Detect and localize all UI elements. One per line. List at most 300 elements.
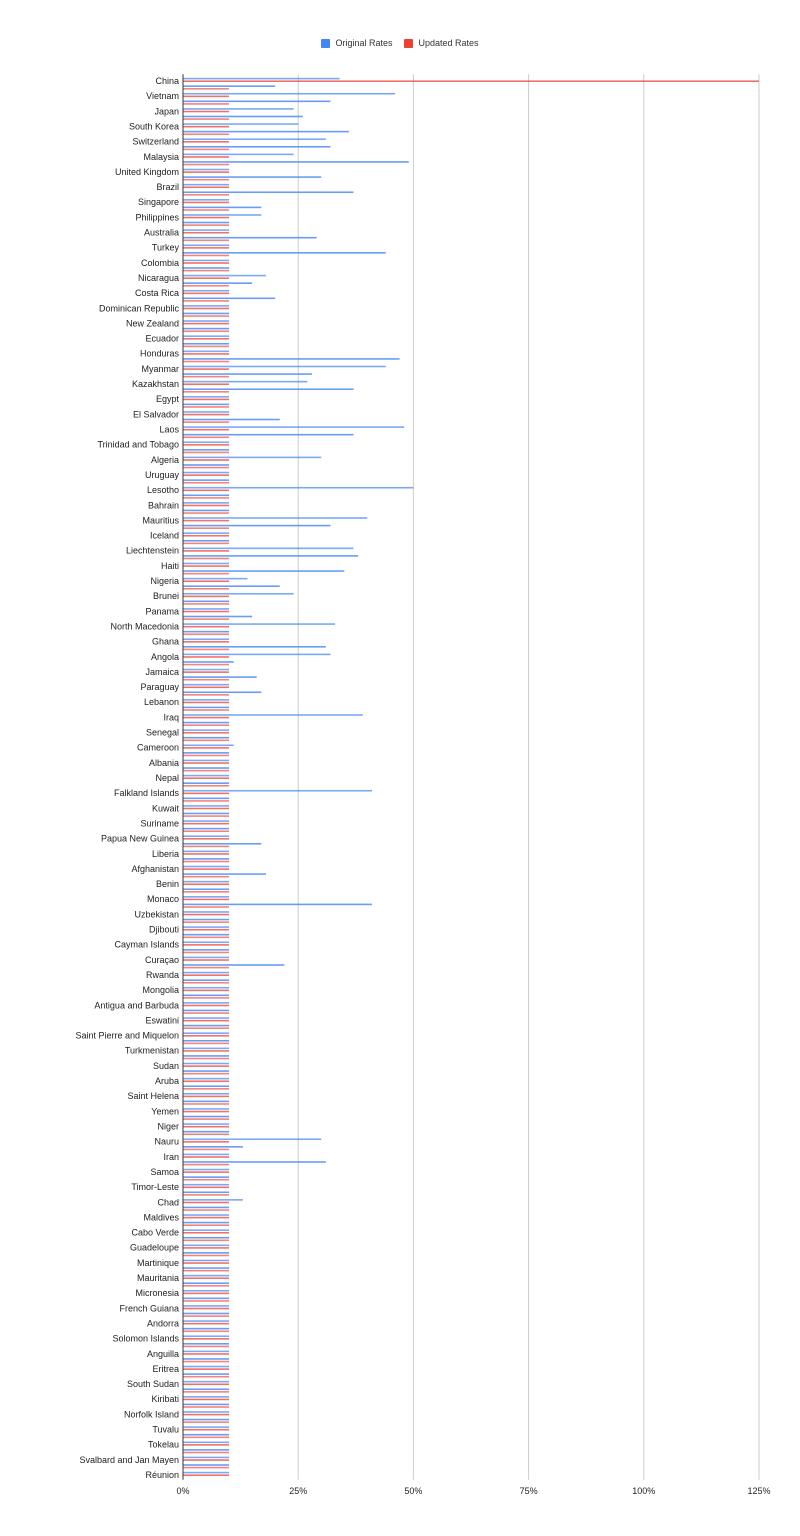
bar-original[interactable] bbox=[183, 669, 229, 671]
bar-original[interactable] bbox=[183, 1335, 229, 1337]
bar-original[interactable] bbox=[183, 1085, 229, 1087]
bar-original[interactable] bbox=[183, 494, 229, 496]
bar-original[interactable] bbox=[183, 1078, 229, 1080]
bar-updated[interactable] bbox=[183, 179, 229, 181]
bar-original[interactable] bbox=[183, 638, 229, 640]
bar-original[interactable] bbox=[183, 138, 326, 140]
bar-original[interactable] bbox=[183, 873, 266, 875]
bar-original[interactable] bbox=[183, 1070, 229, 1072]
bar-original[interactable] bbox=[183, 941, 229, 943]
bar-original[interactable] bbox=[183, 1093, 229, 1095]
bar-updated[interactable] bbox=[183, 952, 229, 954]
bar-original[interactable] bbox=[183, 335, 229, 337]
bar-updated[interactable] bbox=[183, 1005, 229, 1007]
bar-updated[interactable] bbox=[183, 868, 229, 870]
bar-original[interactable] bbox=[183, 1116, 229, 1118]
bar-updated[interactable] bbox=[183, 1194, 229, 1196]
bar-updated[interactable] bbox=[183, 376, 229, 378]
bar-updated[interactable] bbox=[183, 103, 229, 105]
bar-updated[interactable] bbox=[183, 1126, 229, 1128]
bar-updated[interactable] bbox=[183, 399, 229, 401]
bar-updated[interactable] bbox=[183, 1133, 229, 1135]
bar-updated[interactable] bbox=[183, 1096, 229, 1098]
bar-updated[interactable] bbox=[183, 800, 229, 802]
bar-original[interactable] bbox=[183, 866, 229, 868]
bar-updated[interactable] bbox=[183, 664, 229, 666]
bar-original[interactable] bbox=[183, 1373, 229, 1375]
bar-updated[interactable] bbox=[183, 929, 229, 931]
bar-original[interactable] bbox=[183, 366, 386, 368]
bar-updated[interactable] bbox=[183, 1376, 229, 1378]
bar-updated[interactable] bbox=[183, 436, 229, 438]
bar-updated[interactable] bbox=[183, 936, 229, 938]
bar-updated[interactable] bbox=[183, 141, 229, 143]
bar-original[interactable] bbox=[183, 851, 229, 853]
bar-original[interactable] bbox=[183, 1048, 229, 1050]
bar-updated[interactable] bbox=[183, 361, 229, 363]
bar-updated[interactable] bbox=[183, 702, 229, 704]
bar-original[interactable] bbox=[183, 426, 404, 428]
bar-original[interactable] bbox=[183, 275, 266, 277]
bar-updated[interactable] bbox=[183, 785, 229, 787]
bar-original[interactable] bbox=[183, 1161, 326, 1163]
bar-original[interactable] bbox=[183, 987, 229, 989]
bar-updated[interactable] bbox=[183, 611, 229, 613]
bar-updated[interactable] bbox=[183, 164, 229, 166]
bar-updated[interactable] bbox=[183, 1323, 229, 1325]
bar-updated[interactable] bbox=[183, 740, 229, 742]
bar-updated[interactable] bbox=[183, 1088, 229, 1090]
bar-original[interactable] bbox=[183, 449, 229, 451]
bar-updated[interactable] bbox=[183, 861, 229, 863]
bar-updated[interactable] bbox=[183, 671, 229, 673]
bar-original[interactable] bbox=[183, 1010, 229, 1012]
bar-original[interactable] bbox=[183, 396, 229, 398]
bar-original[interactable] bbox=[183, 244, 229, 246]
bar-updated[interactable] bbox=[183, 618, 229, 620]
bar-updated[interactable] bbox=[183, 815, 229, 817]
bar-updated[interactable] bbox=[183, 914, 229, 916]
bar-updated[interactable] bbox=[183, 1383, 229, 1385]
bar-updated[interactable] bbox=[183, 1232, 229, 1234]
bar-updated[interactable] bbox=[183, 853, 229, 855]
bar-original[interactable] bbox=[183, 1146, 243, 1148]
bar-original[interactable] bbox=[183, 229, 229, 231]
bar-updated[interactable] bbox=[183, 550, 229, 552]
bar-updated[interactable] bbox=[183, 1474, 229, 1476]
bar-original[interactable] bbox=[183, 154, 294, 156]
bar-updated[interactable] bbox=[183, 1202, 229, 1204]
bar-original[interactable] bbox=[183, 790, 372, 792]
bar-updated[interactable] bbox=[183, 596, 229, 598]
bar-original[interactable] bbox=[183, 570, 344, 572]
bar-original[interactable] bbox=[183, 381, 307, 383]
bar-original[interactable] bbox=[183, 1032, 229, 1034]
bar-original[interactable] bbox=[183, 798, 229, 800]
bar-updated[interactable] bbox=[183, 1043, 229, 1045]
bar-original[interactable] bbox=[183, 487, 413, 489]
bar-original[interactable] bbox=[183, 532, 229, 534]
bar-original[interactable] bbox=[183, 1305, 229, 1307]
bar-updated[interactable] bbox=[183, 1459, 229, 1461]
bar-updated[interactable] bbox=[183, 1149, 229, 1151]
bar-updated[interactable] bbox=[183, 709, 229, 711]
bar-original[interactable] bbox=[183, 691, 261, 693]
bar-updated[interactable] bbox=[183, 558, 229, 560]
bar-updated[interactable] bbox=[183, 330, 229, 332]
bar-updated[interactable] bbox=[183, 959, 229, 961]
bar-original[interactable] bbox=[183, 525, 330, 527]
bar-updated[interactable] bbox=[183, 186, 229, 188]
bar-updated[interactable] bbox=[183, 891, 229, 893]
bar-original[interactable] bbox=[183, 1472, 229, 1474]
bar-original[interactable] bbox=[183, 1290, 229, 1292]
bar-original[interactable] bbox=[183, 131, 349, 133]
bar-original[interactable] bbox=[183, 1313, 229, 1315]
bar-original[interactable] bbox=[183, 699, 229, 701]
bar-original[interactable] bbox=[183, 358, 400, 360]
bar-updated[interactable] bbox=[183, 224, 229, 226]
bar-original[interactable] bbox=[183, 1017, 229, 1019]
bar-updated[interactable] bbox=[183, 338, 229, 340]
bar-original[interactable] bbox=[183, 1411, 229, 1413]
bar-updated[interactable] bbox=[183, 982, 229, 984]
bar-original[interactable] bbox=[183, 1169, 229, 1171]
bar-original[interactable] bbox=[183, 623, 335, 625]
bar-original[interactable] bbox=[183, 101, 330, 103]
bar-original[interactable] bbox=[183, 517, 367, 519]
bar-updated[interactable] bbox=[183, 1346, 229, 1348]
bar-updated[interactable] bbox=[183, 1406, 229, 1408]
bar-original[interactable] bbox=[183, 684, 229, 686]
bar-original[interactable] bbox=[183, 313, 229, 315]
bar-original[interactable] bbox=[183, 1214, 229, 1216]
bar-updated[interactable] bbox=[183, 1247, 229, 1249]
bar-updated[interactable] bbox=[183, 346, 229, 348]
bar-updated[interactable] bbox=[183, 1368, 229, 1370]
bar-updated[interactable] bbox=[183, 300, 229, 302]
bar-original[interactable] bbox=[183, 1464, 229, 1466]
bar-original[interactable] bbox=[183, 1449, 229, 1451]
bar-original[interactable] bbox=[183, 1138, 321, 1140]
bar-updated[interactable] bbox=[183, 883, 229, 885]
bar-updated[interactable] bbox=[183, 315, 229, 317]
bar-original[interactable] bbox=[183, 881, 229, 883]
bar-original[interactable] bbox=[183, 176, 321, 178]
bar-original[interactable] bbox=[183, 1101, 229, 1103]
bar-original[interactable] bbox=[183, 646, 326, 648]
bar-updated[interactable] bbox=[183, 724, 229, 726]
bar-updated[interactable] bbox=[183, 414, 229, 416]
bar-updated[interactable] bbox=[183, 1035, 229, 1037]
bar-original[interactable] bbox=[183, 419, 280, 421]
bar-original[interactable] bbox=[183, 1191, 229, 1193]
bar-original[interactable] bbox=[183, 964, 284, 966]
bar-updated[interactable] bbox=[183, 459, 229, 461]
bar-original[interactable] bbox=[183, 472, 229, 474]
bar-original[interactable] bbox=[183, 1260, 229, 1262]
bar-updated[interactable] bbox=[183, 1421, 229, 1423]
bar-updated[interactable] bbox=[183, 1027, 229, 1029]
bar-original[interactable] bbox=[183, 601, 229, 603]
bar-original[interactable] bbox=[183, 858, 229, 860]
bar-updated[interactable] bbox=[183, 573, 229, 575]
bar-original[interactable] bbox=[183, 78, 340, 80]
bar-original[interactable] bbox=[183, 1426, 229, 1428]
bar-updated[interactable] bbox=[183, 1308, 229, 1310]
bar-original[interactable] bbox=[183, 1441, 229, 1443]
bar-original[interactable] bbox=[183, 782, 229, 784]
bar-original[interactable] bbox=[183, 479, 229, 481]
bar-original[interactable] bbox=[183, 1267, 229, 1269]
bar-updated[interactable] bbox=[183, 921, 229, 923]
bar-original[interactable] bbox=[183, 1343, 229, 1345]
bar-updated[interactable] bbox=[183, 1444, 229, 1446]
bar-original[interactable] bbox=[183, 1282, 229, 1284]
bar-original[interactable] bbox=[183, 828, 229, 830]
bar-original[interactable] bbox=[183, 896, 229, 898]
bar-original[interactable] bbox=[183, 199, 229, 201]
bar-updated[interactable] bbox=[183, 255, 229, 257]
bar-updated[interactable] bbox=[183, 1399, 229, 1401]
bar-updated[interactable] bbox=[183, 383, 229, 385]
bar-original[interactable] bbox=[183, 1154, 229, 1156]
bar-updated[interactable] bbox=[183, 1209, 229, 1211]
bar-updated[interactable] bbox=[183, 247, 229, 249]
bar-original[interactable] bbox=[183, 1237, 229, 1239]
bar-updated[interactable] bbox=[183, 944, 229, 946]
bar-updated[interactable] bbox=[183, 149, 229, 151]
bar-updated[interactable] bbox=[183, 323, 229, 325]
bar-original[interactable] bbox=[183, 585, 280, 587]
bar-updated[interactable] bbox=[183, 1300, 229, 1302]
bar-updated[interactable] bbox=[183, 1270, 229, 1272]
bar-updated[interactable] bbox=[183, 527, 229, 529]
bar-original[interactable] bbox=[183, 744, 234, 746]
bar-original[interactable] bbox=[183, 563, 229, 565]
bar-updated[interactable] bbox=[183, 580, 229, 582]
bar-updated[interactable] bbox=[183, 217, 229, 219]
bar-updated[interactable] bbox=[183, 232, 229, 234]
bar-updated[interactable] bbox=[183, 353, 229, 355]
bar-updated[interactable] bbox=[183, 1240, 229, 1242]
bar-original[interactable] bbox=[183, 123, 298, 125]
bar-original[interactable] bbox=[183, 540, 229, 542]
bar-updated[interactable] bbox=[183, 1255, 229, 1257]
bar-updated[interactable] bbox=[183, 808, 229, 810]
bar-updated[interactable] bbox=[183, 641, 229, 643]
bar-original[interactable] bbox=[183, 820, 229, 822]
bar-updated[interactable] bbox=[183, 1338, 229, 1340]
bar-original[interactable] bbox=[183, 343, 229, 345]
bar-updated[interactable] bbox=[183, 474, 229, 476]
bar-original[interactable] bbox=[183, 404, 229, 406]
bar-updated[interactable] bbox=[183, 762, 229, 764]
bar-updated[interactable] bbox=[183, 1353, 229, 1355]
bar-updated[interactable] bbox=[183, 262, 229, 264]
bar-original[interactable] bbox=[183, 510, 229, 512]
bar-updated[interactable] bbox=[183, 876, 229, 878]
bar-original[interactable] bbox=[183, 1063, 229, 1065]
bar-updated[interactable] bbox=[183, 777, 229, 779]
bar-updated[interactable] bbox=[183, 1187, 229, 1189]
bar-updated[interactable] bbox=[183, 1293, 229, 1295]
bar-original[interactable] bbox=[183, 1025, 229, 1027]
bar-original[interactable] bbox=[183, 252, 386, 254]
bar-original[interactable] bbox=[183, 1002, 229, 1004]
bar-original[interactable] bbox=[183, 146, 330, 148]
bar-updated[interactable] bbox=[183, 452, 229, 454]
bar-original[interactable] bbox=[183, 207, 261, 209]
bar-updated[interactable] bbox=[183, 88, 229, 90]
bar-updated[interactable] bbox=[183, 285, 229, 287]
bar-updated[interactable] bbox=[183, 512, 229, 514]
bar-updated[interactable] bbox=[183, 1141, 229, 1143]
bar-original[interactable] bbox=[183, 722, 229, 724]
bar-original[interactable] bbox=[183, 260, 229, 262]
bar-updated[interactable] bbox=[183, 406, 229, 408]
bar-updated[interactable] bbox=[183, 1103, 229, 1105]
bar-original[interactable] bbox=[183, 1222, 229, 1224]
bar-original[interactable] bbox=[183, 464, 229, 466]
bar-updated[interactable] bbox=[183, 171, 229, 173]
bar-original[interactable] bbox=[183, 1320, 229, 1322]
bar-original[interactable] bbox=[183, 222, 229, 224]
bar-original[interactable] bbox=[183, 184, 229, 186]
bar-original[interactable] bbox=[183, 926, 229, 928]
bar-updated[interactable] bbox=[183, 649, 229, 651]
bar-original[interactable] bbox=[183, 161, 409, 163]
bar-original[interactable] bbox=[183, 191, 353, 193]
bar-original[interactable] bbox=[183, 1275, 229, 1277]
bar-original[interactable] bbox=[183, 434, 353, 436]
bar-original[interactable] bbox=[183, 911, 229, 913]
bar-updated[interactable] bbox=[183, 679, 229, 681]
bar-updated[interactable] bbox=[183, 1080, 229, 1082]
bar-updated[interactable] bbox=[183, 535, 229, 537]
bar-original[interactable] bbox=[183, 729, 229, 731]
bar-updated[interactable] bbox=[183, 293, 229, 295]
bar-updated[interactable] bbox=[183, 770, 229, 772]
bar-original[interactable] bbox=[183, 1176, 229, 1178]
bar-original[interactable] bbox=[183, 1108, 229, 1110]
bar-updated[interactable] bbox=[183, 1429, 229, 1431]
bar-original[interactable] bbox=[183, 737, 229, 739]
bar-original[interactable] bbox=[183, 661, 234, 663]
bar-updated[interactable] bbox=[183, 421, 229, 423]
bar-updated[interactable] bbox=[183, 202, 229, 204]
bar-updated[interactable] bbox=[183, 1164, 229, 1166]
bar-original[interactable] bbox=[183, 1229, 229, 1231]
bar-updated[interactable] bbox=[183, 126, 229, 128]
bar-original[interactable] bbox=[183, 805, 229, 807]
bar-original[interactable] bbox=[183, 934, 229, 936]
bar-original[interactable] bbox=[183, 752, 229, 754]
bar-updated[interactable] bbox=[183, 1414, 229, 1416]
bar-updated[interactable] bbox=[183, 482, 229, 484]
bar-original[interactable] bbox=[183, 654, 330, 656]
bar-updated[interactable] bbox=[183, 1065, 229, 1067]
bar-updated[interactable] bbox=[183, 588, 229, 590]
bar-original[interactable] bbox=[183, 1396, 229, 1398]
bar-updated[interactable] bbox=[183, 830, 229, 832]
bar-original[interactable] bbox=[183, 1252, 229, 1254]
bar-original[interactable] bbox=[183, 548, 353, 550]
bar-updated[interactable] bbox=[183, 1224, 229, 1226]
bar-original[interactable] bbox=[183, 555, 358, 557]
bar-updated[interactable] bbox=[183, 1452, 229, 1454]
bar-original[interactable] bbox=[183, 1366, 229, 1368]
bar-original[interactable] bbox=[183, 767, 229, 769]
bar-original[interactable] bbox=[183, 457, 321, 459]
bar-original[interactable] bbox=[183, 813, 229, 815]
bar-updated[interactable] bbox=[183, 520, 229, 522]
bar-original[interactable] bbox=[183, 760, 229, 762]
bar-updated[interactable] bbox=[183, 1315, 229, 1317]
bar-original[interactable] bbox=[183, 411, 229, 413]
bar-original[interactable] bbox=[183, 1207, 229, 1209]
bar-updated[interactable] bbox=[183, 239, 229, 241]
bar-original[interactable] bbox=[183, 949, 229, 951]
bar-updated[interactable] bbox=[183, 990, 229, 992]
bar-updated[interactable] bbox=[183, 656, 229, 658]
bar-original[interactable] bbox=[183, 1457, 229, 1459]
bar-original[interactable] bbox=[183, 116, 303, 118]
bar-updated[interactable] bbox=[183, 277, 229, 279]
bar-updated[interactable] bbox=[183, 209, 229, 211]
bar-updated[interactable] bbox=[183, 133, 229, 135]
bar-original[interactable] bbox=[183, 1404, 229, 1406]
bar-original[interactable] bbox=[183, 169, 229, 171]
bar-updated[interactable] bbox=[183, 747, 229, 749]
bar-original[interactable] bbox=[183, 502, 229, 504]
bar-updated[interactable] bbox=[183, 505, 229, 507]
bar-updated[interactable] bbox=[183, 1262, 229, 1264]
bar-original[interactable] bbox=[183, 972, 229, 974]
bar-updated[interactable] bbox=[183, 755, 229, 757]
bar-updated[interactable] bbox=[183, 1179, 229, 1181]
bar-original[interactable] bbox=[183, 267, 229, 269]
bar-original[interactable] bbox=[183, 328, 229, 330]
bar-original[interactable] bbox=[183, 237, 317, 239]
bar-updated[interactable] bbox=[183, 997, 229, 999]
bar-original[interactable] bbox=[183, 1388, 229, 1390]
bar-original[interactable] bbox=[183, 775, 229, 777]
bar-original[interactable] bbox=[183, 1245, 229, 1247]
bar-original[interactable] bbox=[183, 631, 229, 633]
bar-original[interactable] bbox=[183, 441, 229, 443]
bar-original[interactable] bbox=[183, 388, 353, 390]
bar-updated[interactable] bbox=[183, 497, 229, 499]
bar-updated[interactable] bbox=[183, 565, 229, 567]
bar-original[interactable] bbox=[183, 1351, 229, 1353]
bar-updated[interactable] bbox=[183, 967, 229, 969]
bar-updated[interactable] bbox=[183, 118, 229, 120]
bar-original[interactable] bbox=[183, 1328, 229, 1330]
bar-updated[interactable] bbox=[183, 906, 229, 908]
bar-original[interactable] bbox=[183, 616, 252, 618]
bar-updated[interactable] bbox=[183, 444, 229, 446]
bar-updated[interactable] bbox=[183, 1437, 229, 1439]
bar-updated[interactable] bbox=[183, 429, 229, 431]
bar-original[interactable] bbox=[183, 714, 363, 716]
bar-updated[interactable] bbox=[183, 368, 229, 370]
bar-original[interactable] bbox=[183, 108, 294, 110]
bar-updated[interactable] bbox=[183, 1330, 229, 1332]
bar-original[interactable] bbox=[183, 1298, 229, 1300]
bar-original[interactable] bbox=[183, 979, 229, 981]
bar-updated[interactable] bbox=[183, 974, 229, 976]
